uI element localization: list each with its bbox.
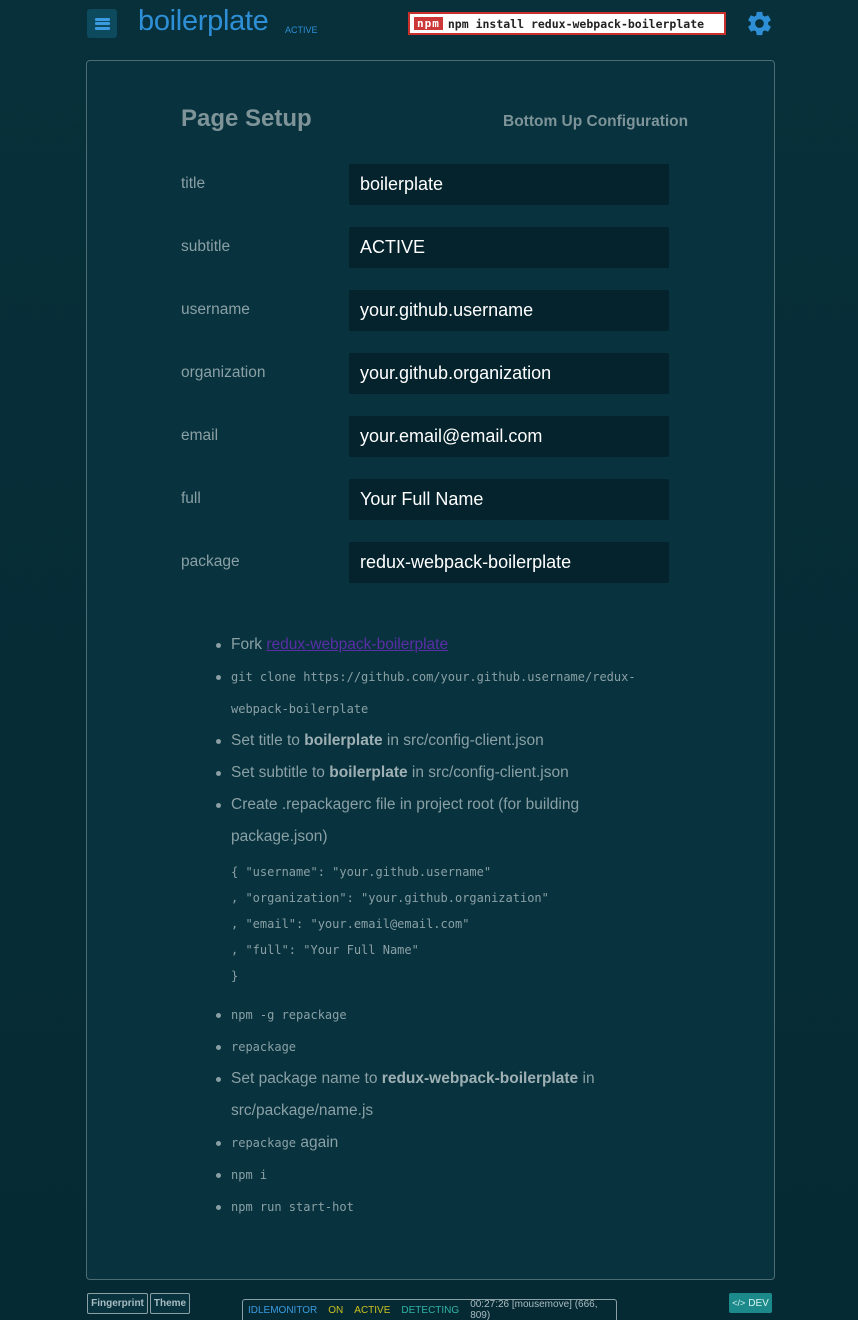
gear-icon[interactable]	[745, 9, 774, 38]
form-row-package	[181, 542, 671, 583]
git-clone-command: git clone https://github.com/your.github.username/redux-	[231, 670, 636, 684]
set-title-suffix: in src/config-client.json	[382, 732, 544, 749]
list-item	[215, 1063, 645, 1127]
list-item	[215, 725, 645, 757]
bottom-up-configuration-link[interactable]: Bottom Up Configuration	[503, 113, 689, 130]
app-subtitle: ACTIVE	[285, 25, 318, 35]
create-rc-text: Create .repackagerc file in project root (for building	[231, 796, 580, 813]
idlemonitor-on: ON	[328, 1304, 344, 1316]
list-item	[215, 1127, 645, 1159]
list-item	[215, 999, 645, 1031]
fork-link[interactable]: redux-webpack-boilerplate	[266, 636, 449, 653]
code-line: , "email": "your.email@email.com"	[231, 917, 470, 931]
npm-i-command: npm i	[231, 1168, 268, 1182]
git-clone-command-cont: webpack-boilerplate	[231, 702, 369, 716]
fork-text: Fork	[231, 636, 267, 653]
dev-label: DEV	[748, 1297, 769, 1309]
list-item	[215, 1159, 645, 1191]
title-input[interactable]	[349, 164, 669, 205]
email-label: email	[181, 427, 219, 444]
set-title-value: boilerplate	[304, 732, 383, 749]
package-label: package	[181, 553, 240, 570]
form-row-subtitle	[181, 227, 671, 268]
page-title: Page Setup	[181, 105, 312, 132]
code-line: , "organization": "your.github.organization"	[231, 891, 549, 905]
list-item	[215, 629, 645, 661]
list-item	[215, 757, 645, 789]
idle-monitor-bar[interactable]	[242, 1299, 617, 1320]
code-line: { "username": "your.github.username"	[231, 865, 492, 879]
list-item	[215, 1031, 645, 1063]
menu-button[interactable]	[87, 9, 117, 38]
full-label: full	[181, 490, 201, 507]
npm-command: npm install redux-webpack-boilerplate	[447, 16, 705, 31]
idlemonitor-detecting: DETECTING	[401, 1304, 460, 1316]
theme-button[interactable]: Theme	[150, 1293, 190, 1314]
set-pkg-path: src/package/name.js	[231, 1102, 374, 1119]
idlemonitor-label: IDLEMONITOR	[248, 1304, 318, 1316]
create-rc-text-cont: package.json)	[231, 828, 328, 845]
npm-logo: npm	[414, 17, 443, 30]
set-subtitle-suffix: in src/config-client.json	[407, 764, 569, 781]
npm-g-command: npm -g repackage	[231, 1008, 347, 1022]
npm-run-command: npm run start-hot	[231, 1200, 354, 1214]
repackagerc-code-block	[215, 859, 645, 989]
repackage-again-command: repackage	[231, 1136, 297, 1150]
set-subtitle-prefix: Set subtitle to	[231, 764, 330, 781]
package-input[interactable]	[349, 542, 669, 583]
set-subtitle-value: boilerplate	[329, 764, 408, 781]
form-row-organization	[181, 353, 671, 394]
repackage-again-text: again	[296, 1134, 339, 1151]
set-pkg-value: redux-webpack-boilerplate	[381, 1070, 579, 1087]
set-title-prefix: Set title to	[231, 732, 305, 749]
form-row-email	[181, 416, 671, 457]
code-line: }	[231, 969, 239, 983]
list-item	[215, 789, 645, 853]
form-row-username	[181, 290, 671, 331]
username-input[interactable]	[349, 290, 669, 331]
title-label: title	[181, 175, 206, 192]
list-item	[215, 1191, 645, 1223]
form-row-title	[181, 164, 671, 205]
page-setup-card	[86, 60, 775, 1280]
idlemonitor-active: ACTIVE	[354, 1304, 391, 1316]
organization-label: organization	[181, 364, 266, 381]
instructions-list	[215, 629, 645, 1223]
hamburger-icon	[95, 18, 110, 30]
full-name-input[interactable]	[349, 479, 669, 520]
set-pkg-suffix: in	[578, 1070, 595, 1087]
dev-badge[interactable]	[729, 1293, 772, 1313]
organization-input[interactable]	[349, 353, 669, 394]
app-title[interactable]: boilerplate	[138, 5, 269, 37]
subtitle-input[interactable]	[349, 227, 669, 268]
list-item	[215, 661, 645, 725]
code-icon: </>	[732, 1298, 746, 1308]
subtitle-label: subtitle	[181, 238, 231, 255]
email-input[interactable]	[349, 416, 669, 457]
username-label: username	[181, 301, 250, 318]
fingerprint-button[interactable]: Fingerprint	[87, 1293, 148, 1314]
form-row-full	[181, 479, 671, 520]
idlemonitor-status: 00:27:26 [mousemove] (666, 809)	[470, 1299, 598, 1320]
code-line: , "full": "Your Full Name"	[231, 943, 419, 957]
npm-install-badge[interactable]	[408, 12, 726, 35]
header	[0, 0, 858, 52]
set-pkg-prefix: Set package name to	[231, 1070, 382, 1087]
repackage-command: repackage	[231, 1040, 297, 1054]
